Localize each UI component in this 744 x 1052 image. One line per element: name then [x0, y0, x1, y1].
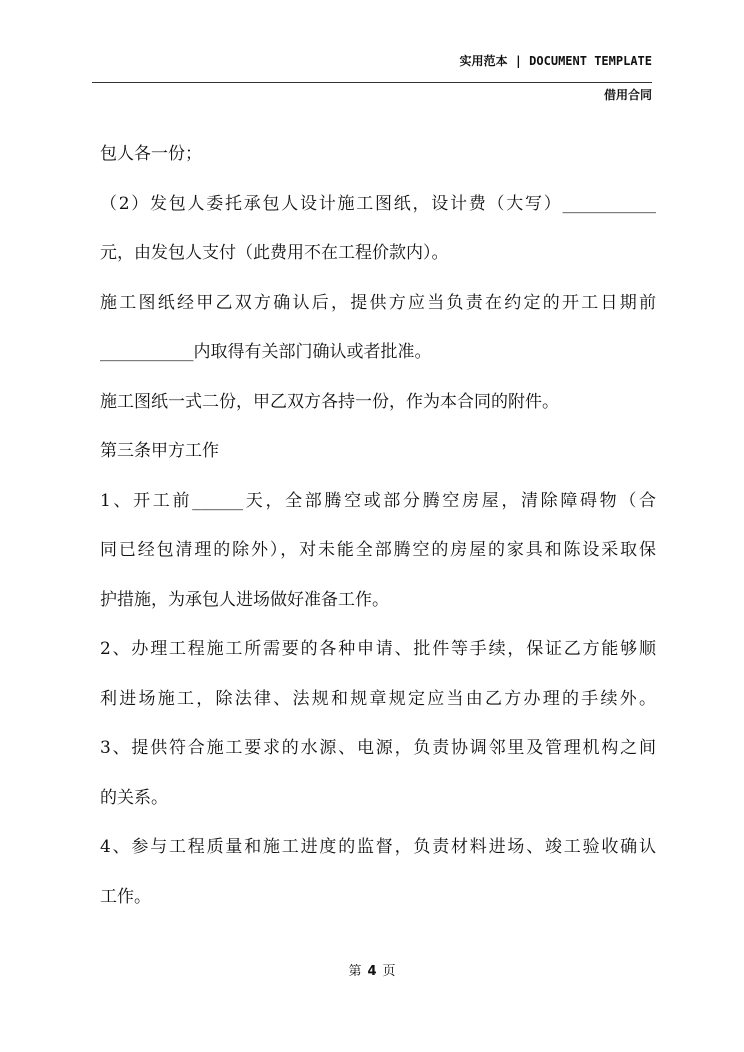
- body-line-13: 3、提供符合施工要求的水源、电源，负责协调邻里及管理机构之间: [100, 738, 656, 758]
- page-number: 4: [367, 964, 377, 979]
- header-subtitle: 借用合同: [603, 88, 652, 102]
- header-title: 实用范本 | DOCUMENT TEMPLATE: [459, 54, 652, 68]
- body-line-6: 施工图纸一式二份，甲乙双方各持一份，作为本合同的附件。: [100, 391, 559, 412]
- body-line-15: 4、参与工程质量和施工进度的监督，负责材料进场、竣工验收确认: [100, 837, 656, 857]
- body-line-9: 同已经包清理的除外），对未能全部腾空的房屋的家具和陈设采取保: [100, 540, 656, 560]
- body-line-8: 1、开工前______天，全部腾空或部分腾空房屋，清除障碍物（合: [100, 490, 656, 511]
- document-body: [100, 139, 656, 931]
- body-line-11: 2、办理工程施工所需要的各种申请、批件等手续，保证乙方能够顺: [100, 639, 656, 659]
- body-line-10: 护措施，为承包人进场做好准备工作。: [100, 589, 389, 610]
- footer-suffix: 页: [382, 964, 396, 979]
- body-line-1: 包人各一份；: [100, 144, 202, 164]
- header-divider: [92, 82, 652, 83]
- body-line-12: 利进场施工，除法律、法规和规章规定应当由乙方办理的手续外。: [100, 688, 656, 709]
- body-line-4: 施工图纸经甲乙双方确认后，提供方应当负责在约定的开工日期前: [100, 292, 656, 313]
- body-line-2: （2）发包人委托承包人设计施工图纸，设计费（大写）___________: [100, 193, 656, 214]
- body-line-3: 元，由发包人支付（此费用不在工程价款内）。: [100, 243, 449, 263]
- body-line-14: 的关系。: [100, 787, 168, 808]
- body-line-5: ___________内取得有关部门确认或者批准。: [100, 342, 432, 362]
- body-line-16: 工作。: [100, 886, 151, 907]
- page-footer: [0, 960, 744, 979]
- section-heading-article-3: 第三条甲方工作: [100, 441, 219, 461]
- footer-prefix: 第: [348, 964, 362, 979]
